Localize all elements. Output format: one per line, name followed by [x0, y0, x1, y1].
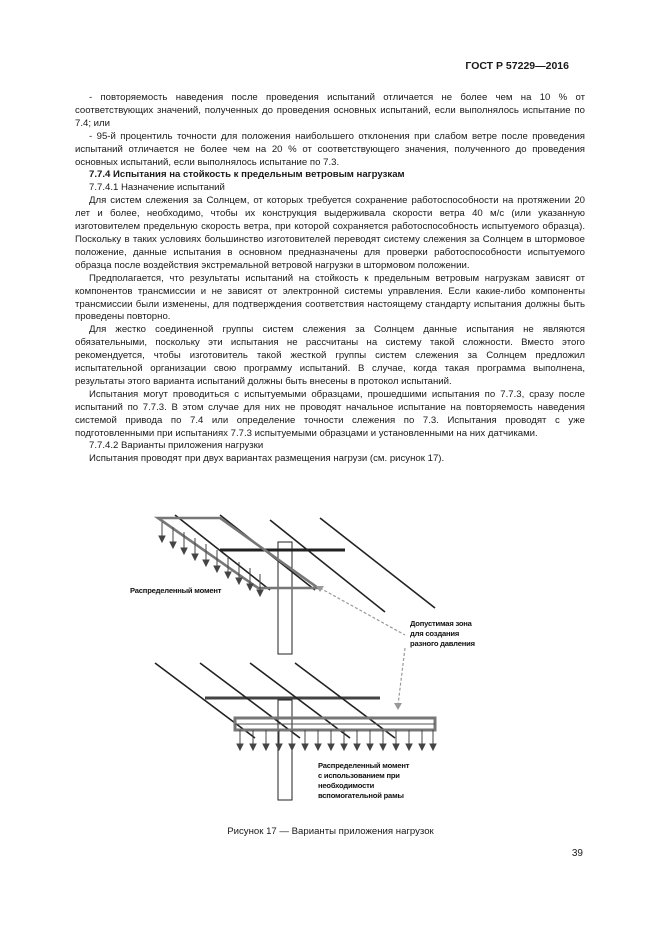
paragraph: - 95-й процентиль точности для положения наибольшего отклонения при слабом ветре после проведения испытаний отличается не более чем на 20 % от соответствующего значения, полученного до проведения основных испытаний, если выполнялось испытание по 7.3.	[75, 130, 585, 168]
label-frame-4: вспомогательной рамы	[318, 791, 404, 800]
label-frame-3: необходимости	[318, 781, 375, 790]
figure-caption: Рисунок 17 — Варианты приложения нагрузок	[227, 826, 434, 837]
section-heading: 7.7.4 Испытания на стойкость к предельным ветровым нагрузкам	[89, 169, 405, 181]
label-zone-2: для создания	[410, 629, 460, 638]
subsection-heading: 7.7.4.1 Назначение испытаний	[89, 182, 225, 194]
pointer-arrow-bottom	[394, 703, 402, 710]
label-frame-2: с использованием при	[318, 771, 400, 780]
post-bottom	[278, 700, 292, 800]
paragraph: Для систем слежения за Солнцем, от которых требуется сохранение работоспособности на протяжении 20 лет и более, необходимо, чтобы их конструкция выдерживала скорости ветра 40 м/с (или указанную изготовителем предельную скорость ветра, при которой сохраняется работоспособность испытуемого образца). Поскольку в таких условиях большинство изготовителей переводят систему слежения за Солнцем в штормовое положение, данные испытания в основном предназначены для проверки работоспособности испытуемого образца после воздействия экстремальной ветровой нагрузки в штормовом положении.	[75, 195, 585, 271]
top-variant	[130, 515, 435, 654]
load-arrows-bottom	[237, 730, 436, 750]
label-zone-1: Допустимая зона	[410, 619, 472, 628]
bottom-variant	[155, 663, 436, 800]
post-top	[278, 542, 292, 654]
figure-17	[120, 500, 540, 820]
load-diagram	[120, 500, 540, 820]
zone-pointers	[320, 588, 405, 705]
standard-number: ГОСТ Р 57229—2016	[465, 60, 569, 72]
paragraph: Для жестко соединенной группы систем слежения за Солнцем данные испытания не являются обязательными, поскольку эти испытания не рассчитаны на систему такой сложности. Вместо этого рекомендуется, чтобы изготовитель такой жесткой группы систем слежения за Солнцем предложил испытательной организации свою программу испытаний. В случае, когда такая программа выполнена, результаты этого варианта испытаний должны быть внесены в протокол испытаний.	[75, 324, 585, 387]
paragraph: Испытания могут проводиться с испытуемыми образцами, прошедшими испытания по 7.7.3, сразу после испытаний по 7.7.3. В этом случае для них не проводят начальное испытание на повторяемость наведения системой привода по 7.4 или определение точности слежения по 7.3. Испытания проводят с уже подготовленными при испытаниях 7.7.3 испытуемыми образцами и установленными на них датчиками.	[75, 388, 585, 439]
panel-rails-bottom	[155, 663, 395, 738]
paragraph: - повторяемость наведения после проведения испытаний отличается не более чем на 10 % от соответствующих значений, полученных до проведения основных испытаний, если выполнялось испытание по 7.4; или	[75, 92, 585, 129]
panel-rails-top	[175, 515, 435, 612]
page-number: 39	[571, 848, 583, 859]
load-arrows-top	[159, 522, 263, 596]
label-distributed-moment: Распределенный момент	[130, 586, 222, 595]
paragraph: Предполагается, что результаты испытаний на стойкость к предельным ветровым нагрузкам зависят от компонентов трансмиссии и не зависят от электронной системы управления. Если какие-либо компоненты трансмиссии были изменены, для подтверждения соответствия настоящему стандарту испытания должны быть проведены повторно.	[75, 272, 585, 323]
label-zone-3: разного давления	[410, 639, 475, 648]
body-text	[75, 92, 585, 466]
label-frame-1: Распределенный момент	[318, 761, 410, 770]
paragraph: Испытания проводят при двух вариантах размещения нагрузи (см. рисунок 17).	[89, 453, 445, 465]
subsection-heading: 7.7.4.2 Варианты приложения нагрузки	[89, 440, 264, 452]
